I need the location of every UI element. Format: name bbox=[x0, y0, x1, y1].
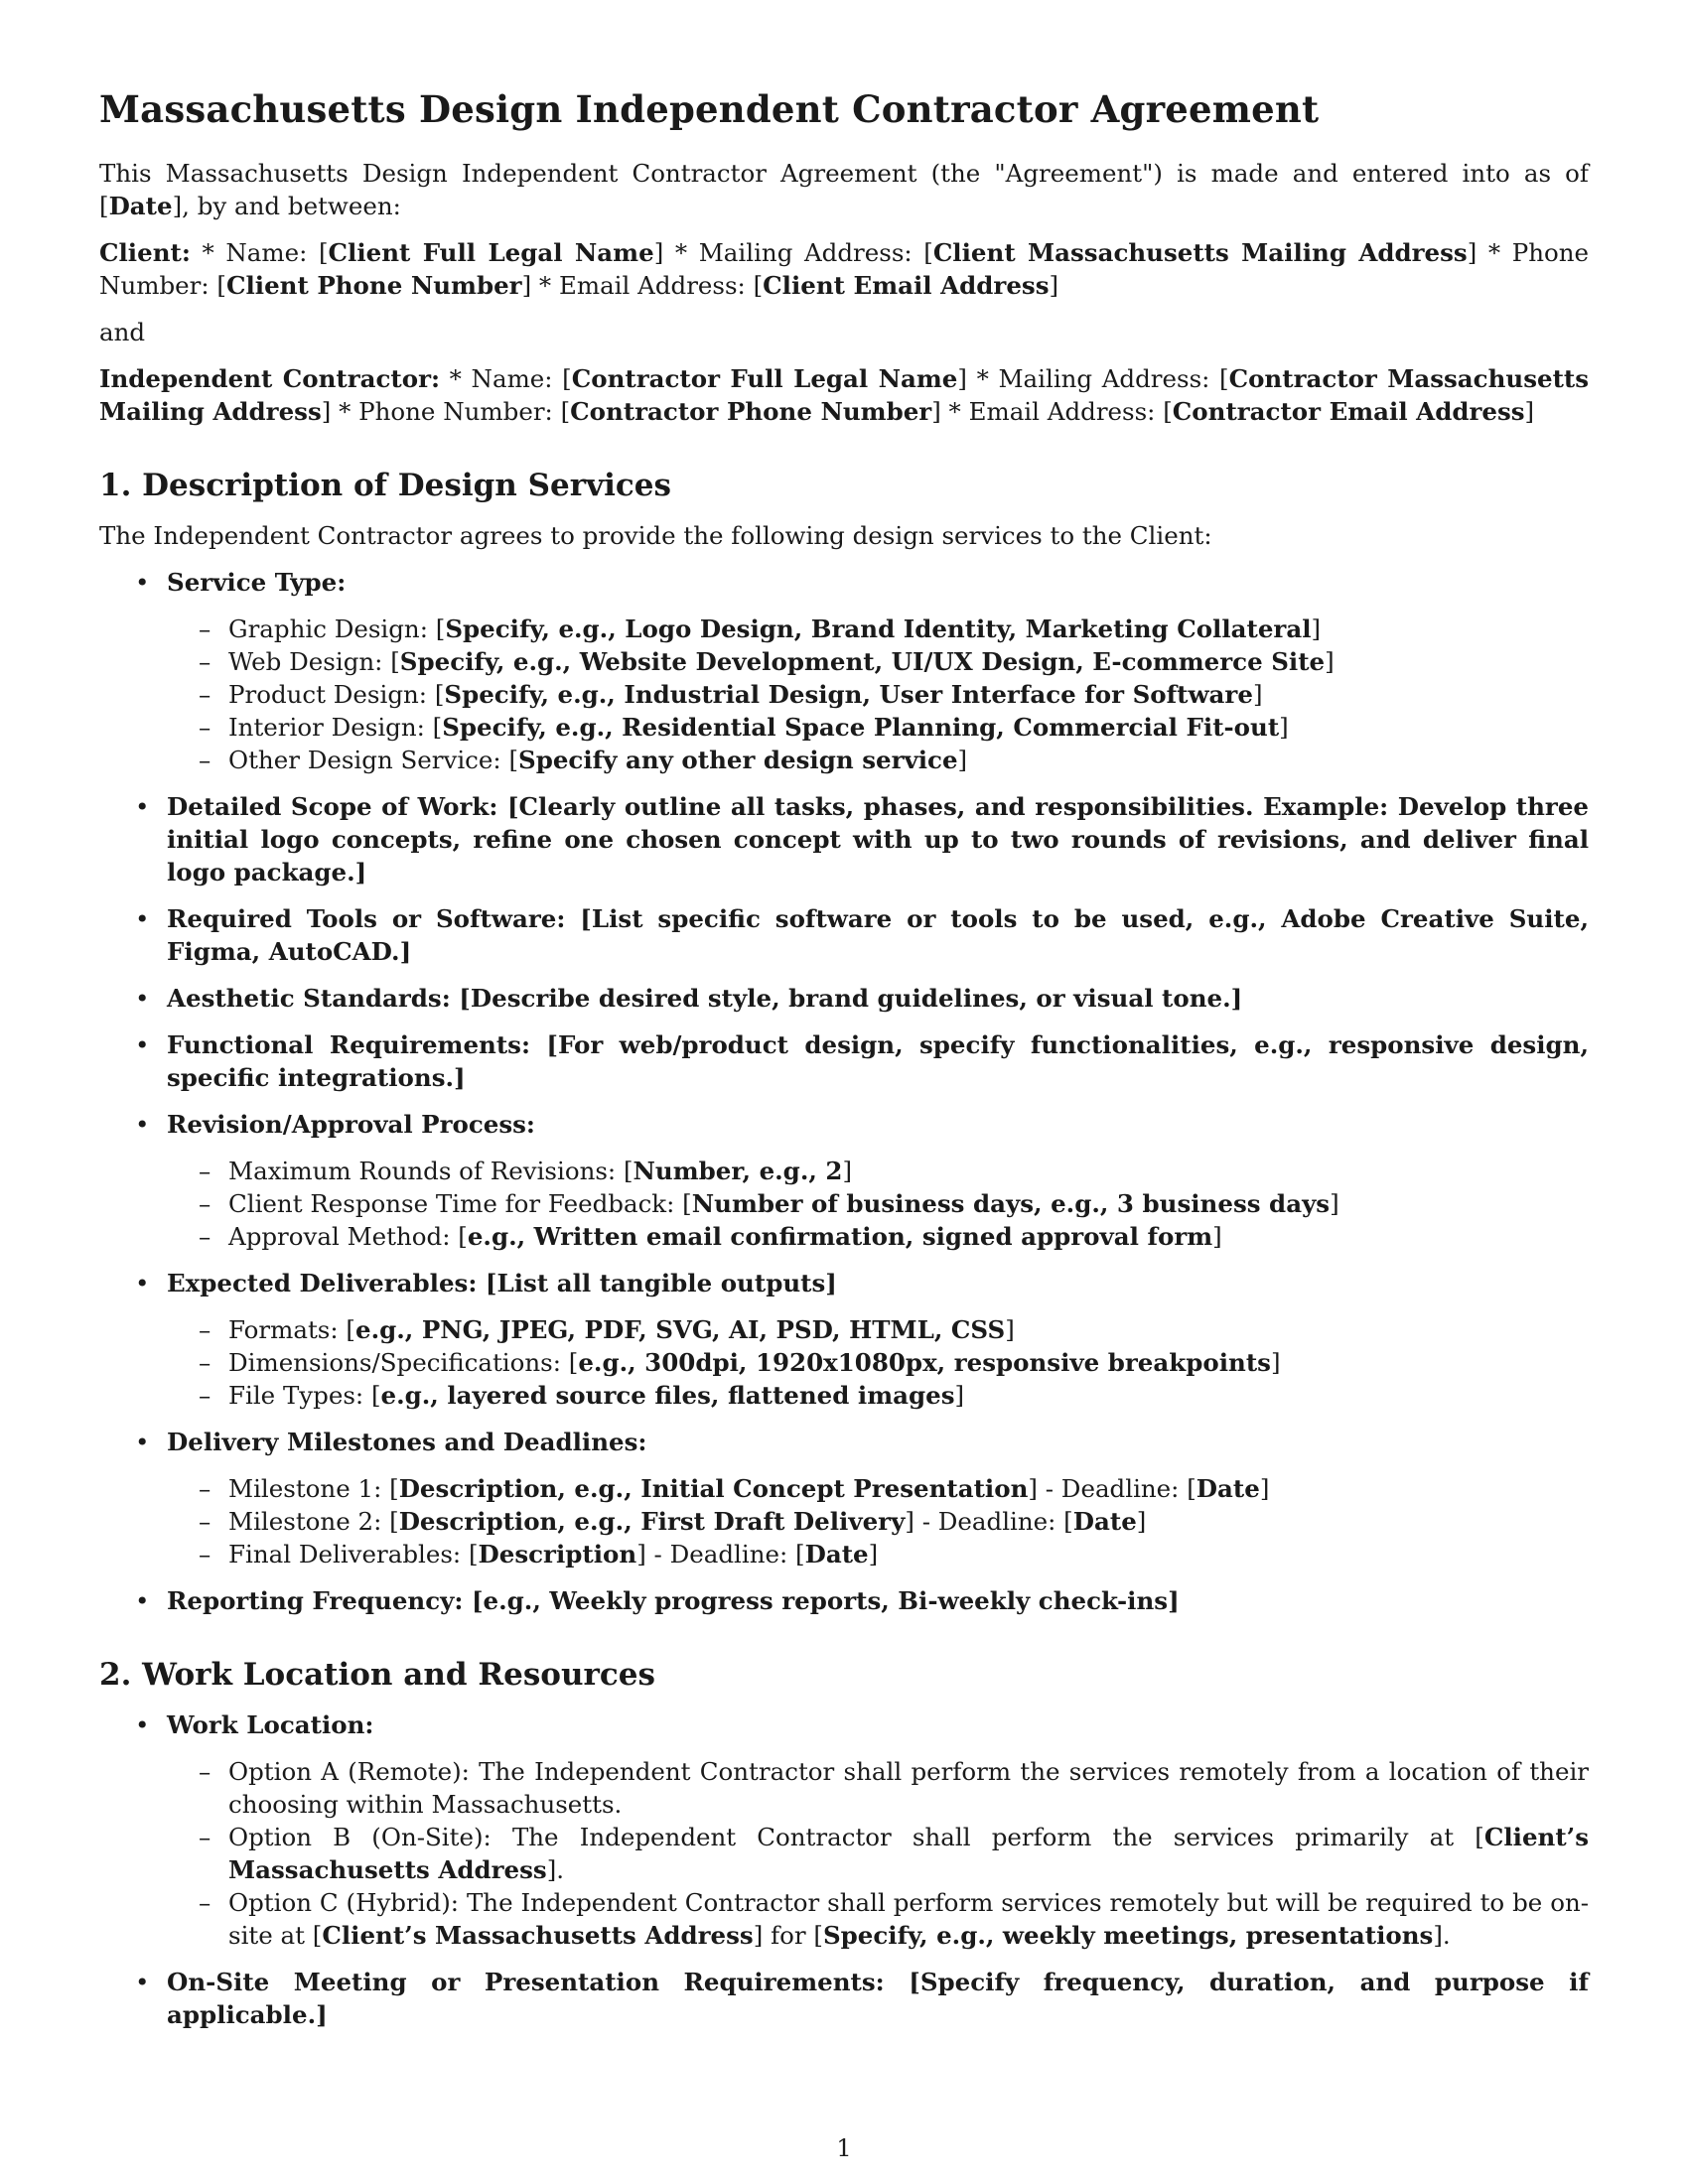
text: ] bbox=[1212, 1222, 1222, 1251]
text: Interior Design: [ bbox=[228, 713, 443, 742]
date-placeholder: Date bbox=[1072, 1507, 1137, 1536]
list-item-label: Work Location: bbox=[167, 1710, 374, 1739]
sub-item bbox=[228, 678, 1589, 711]
text: * Name: [ bbox=[440, 364, 572, 393]
intro-text: This Massachusetts Design Independent Contractor Agreement (the "Agreement") is made and entered into as of [ bbox=[99, 159, 1589, 220]
list-item-label: Detailed Scope of Work: bbox=[167, 792, 498, 821]
placeholder: Specify, e.g., weekly meetings, presentations bbox=[822, 1921, 1434, 1950]
placeholder: e.g., Written email confirmation, signed approval form bbox=[467, 1222, 1213, 1251]
placeholder: [Describe desired style, brand guidelines, or visual tone.] bbox=[450, 984, 1243, 1013]
and-text: and bbox=[99, 318, 146, 346]
text: ] - Deadline: [ bbox=[905, 1507, 1073, 1536]
placeholder: Number of business days, e.g., 3 business days bbox=[691, 1189, 1331, 1218]
placeholder: e.g., PNG, JPEG, PDF, SVG, AI, PSD, HTML, CSS bbox=[354, 1315, 1006, 1344]
text: ] bbox=[1049, 271, 1059, 300]
sub-item-option-b bbox=[228, 1821, 1589, 1886]
sub-item bbox=[228, 1346, 1589, 1379]
text: ] bbox=[1136, 1507, 1147, 1536]
contractor-phone-placeholder: Contractor Phone Number bbox=[570, 397, 932, 426]
placeholder: Specify, e.g., Industrial Design, User Interface for Software bbox=[444, 680, 1253, 709]
text: Milestone 1: [ bbox=[228, 1474, 399, 1503]
text: ] * Phone Number: [ bbox=[321, 397, 571, 426]
placeholder: Client’s Massachusetts Address bbox=[228, 1823, 1589, 1884]
list-item-onsite bbox=[167, 1966, 1589, 2031]
text: ] bbox=[1252, 680, 1263, 709]
section-2-list bbox=[99, 1708, 1589, 2031]
client-email-placeholder: Client Email Address bbox=[763, 271, 1050, 300]
sub-item bbox=[228, 1155, 1589, 1187]
text: Product Design: [ bbox=[228, 680, 445, 709]
contractor-address-placeholder: Contractor Massachusetts Mailing Address bbox=[99, 364, 1590, 426]
placeholder: Description, e.g., First Draft Delivery bbox=[398, 1507, 906, 1536]
sub-item bbox=[228, 613, 1589, 645]
sub-item bbox=[228, 1187, 1589, 1220]
list-item-label: Service Type: bbox=[167, 568, 347, 597]
sub-item bbox=[228, 711, 1589, 744]
text: Graphic Design: [ bbox=[228, 614, 446, 643]
sub-item bbox=[228, 645, 1589, 678]
client-address-placeholder: Client Massachusetts Mailing Address bbox=[932, 238, 1468, 267]
list-item-label: Delivery Milestones and Deadlines: bbox=[167, 1428, 647, 1456]
milestones-sublist bbox=[167, 1472, 1589, 1570]
text: ]. bbox=[1433, 1921, 1451, 1950]
sub-item bbox=[228, 744, 1589, 776]
list-item-revision bbox=[167, 1108, 1589, 1253]
text: ] bbox=[957, 746, 968, 774]
text: ] for [ bbox=[753, 1921, 823, 1950]
sub-item bbox=[228, 1313, 1589, 1346]
work-location-sublist bbox=[167, 1755, 1589, 1952]
text: * Name: [ bbox=[190, 238, 329, 267]
intro-date-placeholder: Date bbox=[108, 192, 173, 220]
text: ] bbox=[1311, 614, 1322, 643]
section-1-list bbox=[99, 566, 1589, 1617]
text: ] bbox=[954, 1381, 965, 1410]
list-item-service-type bbox=[167, 566, 1589, 776]
text: Formats: [ bbox=[228, 1315, 355, 1344]
list-item-deliverables bbox=[167, 1267, 1589, 1412]
list-item-functional bbox=[167, 1028, 1589, 1094]
text: ] bbox=[1270, 1348, 1281, 1377]
sub-item-option-c bbox=[228, 1886, 1589, 1952]
list-item-label: Reporting Frequency: bbox=[167, 1586, 464, 1615]
placeholder: Number, e.g., 2 bbox=[633, 1157, 843, 1185]
list-item-tools bbox=[167, 902, 1589, 968]
placeholder: [Clearly outline all tasks, phases, and responsibilities. Example: Develop three initial logo concepts, refine one chosen concept with up to two rounds of revisions, and deliver final logo package.] bbox=[167, 792, 1589, 887]
placeholder: [List specific software or tools to be used, e.g., Adobe Creative Suite, Figma, AutoCAD.] bbox=[167, 904, 1589, 966]
list-item-reporting bbox=[167, 1584, 1589, 1617]
list-item-label: On-Site Meeting or Presentation Requirements: bbox=[167, 1968, 885, 1996]
intro-paragraph bbox=[99, 157, 1589, 222]
text: ] bbox=[1330, 1189, 1339, 1218]
placeholder: [Specify frequency, duration, and purpose if applicable.] bbox=[167, 1968, 1589, 2029]
list-item-label: Aesthetic Standards: bbox=[167, 984, 451, 1013]
text: ] bbox=[1524, 397, 1535, 426]
text: ] bbox=[1259, 1474, 1270, 1503]
date-placeholder: Date bbox=[1196, 1474, 1260, 1503]
contractor-email-placeholder: Contractor Email Address bbox=[1172, 397, 1525, 426]
deliverables-sublist bbox=[167, 1313, 1589, 1412]
text: Client Response Time for Feedback: [ bbox=[228, 1189, 692, 1218]
placeholder: Specify, e.g., Residential Space Planning, Commercial Fit-out bbox=[442, 713, 1280, 742]
sub-item bbox=[228, 1472, 1589, 1505]
list-item-aesthetic bbox=[167, 982, 1589, 1015]
section-2-heading: 2. Work Location and Resources bbox=[99, 1657, 655, 1693]
text: ] * Phone Number: [ bbox=[99, 238, 1590, 300]
text: ] * Email Address: [ bbox=[521, 271, 764, 300]
sub-item-option-a: – Option A (Remote): The Independent Contractor shall perform the services remotely from a location of their choosing within Massachusetts. bbox=[228, 1755, 1589, 1821]
list-item-label: Functional Requirements: bbox=[167, 1030, 531, 1059]
sub-item bbox=[228, 1505, 1589, 1538]
page-number: 1 bbox=[836, 2134, 852, 2162]
service-type-sublist bbox=[167, 613, 1589, 776]
list-item-work-location bbox=[167, 1708, 1589, 1952]
text: ]. bbox=[546, 1855, 565, 1884]
text: Milestone 2: [ bbox=[228, 1507, 399, 1536]
document-page bbox=[99, 87, 1589, 2045]
list-item-label: Revision/Approval Process: bbox=[167, 1110, 535, 1139]
text: ] bbox=[842, 1157, 853, 1185]
text: Web Design: [ bbox=[228, 647, 400, 676]
sub-item bbox=[228, 1538, 1589, 1570]
text: Dimensions/Specifications: [ bbox=[228, 1348, 579, 1377]
text: ] * Email Address: [ bbox=[931, 397, 1173, 426]
sub-item bbox=[228, 1379, 1589, 1412]
text: ] bbox=[1279, 713, 1289, 742]
text: Option C (Hybrid): The Independent Contractor shall perform services remotely but will be required to be on-site at [ bbox=[228, 1888, 1589, 1950]
client-paragraph bbox=[99, 236, 1589, 302]
list-item-scope bbox=[167, 790, 1589, 888]
placeholder: Description bbox=[478, 1540, 637, 1569]
placeholder: e.g., 300dpi, 1920x1080px, responsive breakpoints bbox=[578, 1348, 1271, 1377]
text: Final Deliverables: [ bbox=[228, 1540, 479, 1569]
text: ] - Deadline: [ bbox=[1028, 1474, 1196, 1503]
text: ] bbox=[1325, 647, 1335, 676]
placeholder: [e.g., Weekly progress reports, Bi-weekly check-ins] bbox=[463, 1586, 1180, 1615]
text: Approval Method: [ bbox=[228, 1222, 468, 1251]
contractor-label: Independent Contractor: bbox=[99, 364, 441, 393]
text: ] bbox=[868, 1540, 879, 1569]
text: ] - Deadline: [ bbox=[636, 1540, 805, 1569]
revision-sublist bbox=[167, 1155, 1589, 1253]
placeholder: Specify, e.g., Website Development, UI/UX Design, E-commerce Site bbox=[399, 647, 1326, 676]
placeholder: e.g., layered source files, flattened images bbox=[380, 1381, 955, 1410]
text: ] bbox=[1005, 1315, 1015, 1344]
text: ] * Mailing Address: [ bbox=[957, 364, 1229, 393]
placeholder: Client’s Massachusetts Address bbox=[322, 1921, 754, 1950]
list-item-label: Expected Deliverables: bbox=[167, 1269, 478, 1297]
client-phone-placeholder: Client Phone Number bbox=[225, 271, 522, 300]
placeholder: Specify any other design service bbox=[518, 746, 958, 774]
contractor-name-placeholder: Contractor Full Legal Name bbox=[571, 364, 958, 393]
placeholder: Description, e.g., Initial Concept Presentation bbox=[398, 1474, 1029, 1503]
placeholder: Specify, e.g., Logo Design, Brand Identity, Marketing Collateral bbox=[445, 614, 1312, 643]
text: Maximum Rounds of Revisions: [ bbox=[228, 1157, 633, 1185]
text: Option B (On-Site): The Independent Contractor shall perform the services primarily at [ bbox=[228, 1823, 1484, 1851]
sub-item bbox=[228, 1220, 1589, 1253]
date-placeholder: Date bbox=[804, 1540, 869, 1569]
text: Other Design Service: [ bbox=[228, 746, 519, 774]
placeholder: [List all tangible outputs] bbox=[477, 1269, 837, 1297]
section-1-heading: 1. Description of Design Services bbox=[99, 468, 671, 503]
client-label: Client: bbox=[99, 238, 191, 267]
intro-text-end: ], by and between: bbox=[172, 192, 401, 220]
placeholder: [For web/product design, specify functionalities, e.g., responsive design, specific integrations.] bbox=[167, 1030, 1589, 1092]
client-name-placeholder: Client Full Legal Name bbox=[328, 238, 654, 267]
list-item-label: Required Tools or Software: bbox=[167, 904, 566, 933]
section-1-intro: The Independent Contractor agrees to provide the following design services to the Client: bbox=[99, 521, 1212, 550]
contractor-paragraph bbox=[99, 362, 1589, 428]
document-title: Massachusetts Design Independent Contractor Agreement bbox=[99, 87, 1320, 131]
list-item-milestones bbox=[167, 1426, 1589, 1570]
text: File Types: [ bbox=[228, 1381, 381, 1410]
text: ] * Mailing Address: [ bbox=[653, 238, 933, 267]
